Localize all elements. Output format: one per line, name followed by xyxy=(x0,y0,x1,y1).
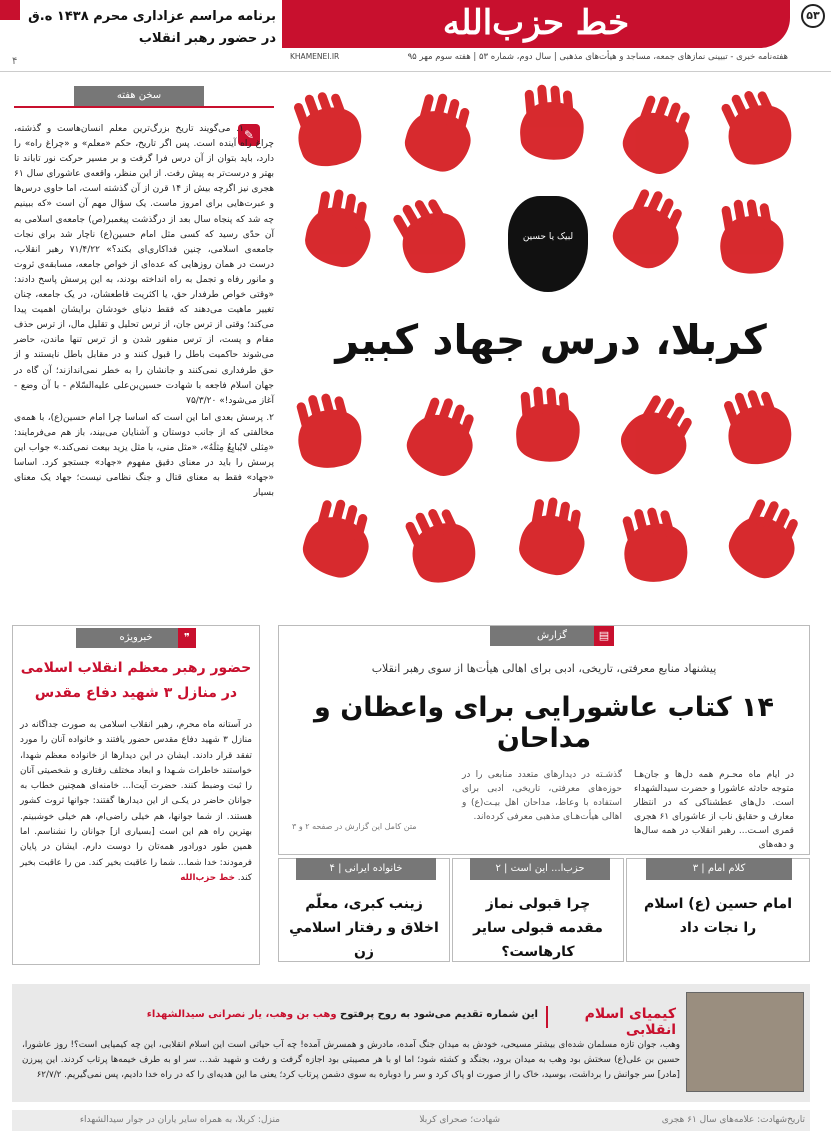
pen-icon: ✎ xyxy=(238,124,260,146)
report-kicker: پیشنهاد منابع معرفتی، تاریخی، ادبی برای اهالی هیأت‌ها از سوی رهبر انقلاب xyxy=(371,662,717,675)
box-page-number: ۲ xyxy=(495,863,501,874)
cover-poster xyxy=(284,84,818,608)
hand-print-icon xyxy=(605,197,688,277)
footer-item-1: تاریخ‌شهادت: علامه‌های سال ۶۱ هجری xyxy=(661,1115,805,1125)
hand-print-icon xyxy=(400,407,480,483)
kimia-dedication xyxy=(98,1009,538,1020)
quote-icon: ❞ xyxy=(178,628,196,648)
report-column-2: گذشـته در دیدارهای متعدد منابعی را در حوزه‌های معرفتی، تاریخی، ادبی برای استفاده با وعاظ، مداحان اهل بیـت(ع) و اهالی هیأت‌هـای مذهبی معرفی کرده‌اند. xyxy=(462,770,622,822)
hand-print-icon xyxy=(392,202,476,284)
kimia-title[interactable]: کیمیای اسلام انقلابی xyxy=(584,1006,676,1038)
special-news-title[interactable]: حضور رهبر معظم انقلاب اسلامی در منازل ۳ شهید دفاع مقدس xyxy=(20,660,252,701)
news-source-logo: خط حزب‌الله xyxy=(180,872,235,883)
footer-item-2: شهادت؛ صحرای کربلا xyxy=(419,1115,500,1125)
top-headline-page: ۴ xyxy=(12,56,18,67)
hand-print-icon xyxy=(292,403,369,476)
box-tag-label: کلام امام xyxy=(707,863,746,874)
special-news-body xyxy=(20,718,252,950)
kimia-dedication-name: وهب بن وهب، یار نصرانی سیدالشهداء xyxy=(146,1009,337,1020)
newspaper-logo[interactable]: خط حزب‌الله xyxy=(282,0,790,48)
report-title[interactable]: ۱۴ کتاب عاشورایی برای واعظان و مداحان xyxy=(314,692,774,754)
hand-print-icon xyxy=(290,99,370,175)
site-label[interactable]: KHAMENEI.IR xyxy=(290,52,340,61)
hand-print-icon xyxy=(618,517,695,590)
hand-print-icon xyxy=(514,401,583,464)
black-hand-emblem-icon: لبیک یا حسین xyxy=(508,196,588,292)
hand-print-icon xyxy=(400,105,477,178)
sokhan-paragraph-1: ۱. می‌گویند تاریخ بزرگ‌ترین معلم انسان‌هاست و گذشته، چراغ راه آینده است. پس اگر تاریخ، حکم «معلم» و «چراغ راه» را دارد، باید بتوان از آن درس فرا گرفت و بر مسیر حرکت نور تاباند تا بهتر و درست‌تر به پیش رفت. از این منظر، واقعه‌ی عاشورای سال ۶۱ هجری نیز اگرچه بیش از ۱۴ قرن از آن گذشته است، اما حاوی درس‌ها و عبرت‌هایی برای امروز ماست. یک سؤال مهم آن است «که ببینیم چه شد که پنجاه سال بعد از درگذشت پیغمبر(ص) جامعه‌ی اسلامی به آن حدّی رسید که کسی مثل امام حسین(ع) ناچار شد برای نجات جامعه‌ی اسلامی، چنین فداکاری‌ای بکند؟» ۷۱/۴/۲۲ رهبر انقلاب، درست در همان روزهایی که عده‌ای از خواص جامعه، مسابقه‌ی ثروت و مانور رفاه و تجمل به راه انداخته بودند، به این پرسش پاسخ دادند: «وقتی خواص طرفدار حق، یا اکثریت قاطعشان، در یک جامعه، چنان تغییر ماهیت می‌دهند که فقط دنیای خودشان برایشان اهمیت پیدا می‌کند؛ وقتی از ترس جان، از ترس تحلیل و تقلیل مال، از ترس حذف مقام و پست، از ترس منفور شدن و از ترس تنها ماندن، حاضر می‌شوند حاکمیت باطل را قبول کنند و در مقابل باطل نایستند و از حق طرفداری نمی‌کنند و جانشان را به خطر نمی‌اندازند؛ آن گاه در جهان اسلام فاجعه با شهادت حسین‌بن‌علی علیه‌السّلام - با آن وضع - آغاز می‌شود!» ۷۵/۳/۲۰ xyxy=(14,124,274,406)
poster-title: کربلا، درس جهاد کبیر xyxy=(335,316,767,364)
box-family-title[interactable]: زینب کبری، معلّم اخلاق و رفتار اسلامیِ زن xyxy=(289,896,439,960)
kimia-dedication-text: این شماره تقدیم می‌شود به روح پرفتوح xyxy=(336,1009,538,1020)
hand-print-icon xyxy=(720,397,800,473)
hand-print-icon xyxy=(298,511,375,584)
box-tag-label: خانواده ایرانی xyxy=(344,863,403,874)
hand-print-icon xyxy=(612,402,696,484)
kimia-body: وهب، جوان تازه مسلمان شده‌ای بیشتر مسیحی، خودش به میدان جنگ آمده، مادرش و همسرش آمده! چه آب حیاتی است این اسلام انقلابی، این چه کیمیایی است؟! روز عاشورا، حسین بن علی(ع) سختش بود وهب به میدان برود، بجنگد و کشته شود؛ اما او با هر مصیبتی بود اجازه گرفت و رفت و شهید شد... سر او به طرف خیمه‌ها پرتاب کردند. این پیرزن [مادر] سر جوانش را برداشت، بوسید، خاک را از صورت او پاک کرد و سر را دوباره به سوی دشمن پرتاب کرد؛ یعنی ما این هدیه‌ای را که در راه خدا دادیم، پس نمی‌گیریم. ۶۲/۷/۲ xyxy=(22,1040,680,1080)
box-page-number: ۳ xyxy=(692,863,699,874)
sokhan-article xyxy=(14,122,274,597)
divider xyxy=(14,106,274,108)
book-icon: ▤ xyxy=(594,626,614,646)
sokhan-paragraph-2: ۲. پرسش بعدی اما این است که اساسا چرا امام حسین(ع)، با همه‌ی مخالفتی که از جانب دوستان و آشنایان می‌بیند، باز هم می‌فرمایند: «مِثلی لایُبایِعُ مِثلَهُ»، «مثل منی، با مثل یزید بیعت نمی‌کند.» جواب این پرسش را باید در معنای دقیق مفهوم «جهاد» جستجو کرد. اساسا «جهاد» فقط به معنای قتال و جنگ نظامی نیست؛ جهاد یک معنای بسیار xyxy=(14,412,274,499)
box-kalam-imam-title[interactable]: امام حسین (ع) اسلام را نجات داد xyxy=(643,896,793,936)
box-page-number: ۴ xyxy=(329,863,335,874)
hand-print-icon xyxy=(715,211,788,279)
box-hezbollah-tag: حزب‌ا... این است | ۲ xyxy=(470,858,610,880)
box-family-tag: خانواده ایرانی | ۴ xyxy=(296,858,436,880)
box-kalam-imam-tag: کلام امام | ۳ xyxy=(646,858,792,880)
report-more-link[interactable]: متن کامل این گزارش در صفحه ۲ و ۳ xyxy=(292,822,417,831)
special-news-tag: خبرویژه xyxy=(76,628,196,648)
footer-item-3: منزل: کربلا، به همراه سایر یاران در جوار سیدالشهداء xyxy=(79,1115,280,1125)
hand-print-icon xyxy=(518,99,587,162)
sokhan-section-tag: سخن هفته xyxy=(74,86,204,106)
report-column-1: در ایام ماه محـرم همه دل‌ها و جان‌هـا متوجه حادثه عاشورا و حضرت سیدالشهداء است. دل‌های عطشناکی که در انتظار معارف و حقایق ناب از عاشورای ۶۱ هجری قمری اسـت... رهبر انقلاب در همه سال‌ها و دهه‌های xyxy=(634,770,794,850)
hand-print-icon xyxy=(721,507,804,587)
hand-print-icon xyxy=(616,105,696,181)
hand-print-icon xyxy=(301,203,374,271)
hand-print-icon xyxy=(403,513,486,593)
issue-number: ۵۳ xyxy=(801,4,825,28)
box-hezbollah-title[interactable]: چرا قبولی نماز مقدمه قبولی سایر کارهاست؟ xyxy=(473,896,603,960)
martyr-photo xyxy=(686,992,804,1092)
box-tag-label: حزب‌ا... این است xyxy=(510,863,585,874)
hand-print-icon xyxy=(515,511,588,579)
special-news-text: در آستانه ماه محرم، رهبر انقلاب اسلامی به صورت جداگانه در منازل ۳ شهید دفاع مقدس حضور یافتند و خانواده آنان را مورد تفقد قرار دادند. ایشان در این دیدارها از خانواده معظم شهدا، خواستند خاطرات شـهدا و ابعاد مختلف رفتاری و شخصیتی آنان را ثبت وضبط کنند. حضرت آیت‌ا... خامنه‌ای همچنین خطاب به جوانان حاضر در یکـی از این دیدارها گفتند: جوانها ثروت کشور هستند. از شما جوانها، هم خیلی راضی‌ام، هم خیلی خوشبینم. بهترین راه هم این است [بسیاری از] جوانان را نشناسم. اما همین طور دورادور همه‌تان را دوست دارم. ایشان در پایان فرمودند: خدا شما... شما را عاقبت بخیر کند. من را عاقبت بخیر کند. xyxy=(20,720,253,883)
divider xyxy=(546,1006,548,1028)
masthead-subtitle: هفته‌نامه خبری - تبیینی نمازهای جمعه، مساجد و هیأت‌های مذهبی | سال دوم، شماره ۵۳ | هفته سوم مهر ۹۵ xyxy=(407,52,788,62)
hand-print-icon xyxy=(719,95,802,175)
report-tag: گزارش xyxy=(490,626,614,646)
top-headline[interactable]: برنامه مراسم عزاداری محرم ۱۴۳۸ ه.ق در حضور رهبر انقلاب xyxy=(28,9,276,46)
